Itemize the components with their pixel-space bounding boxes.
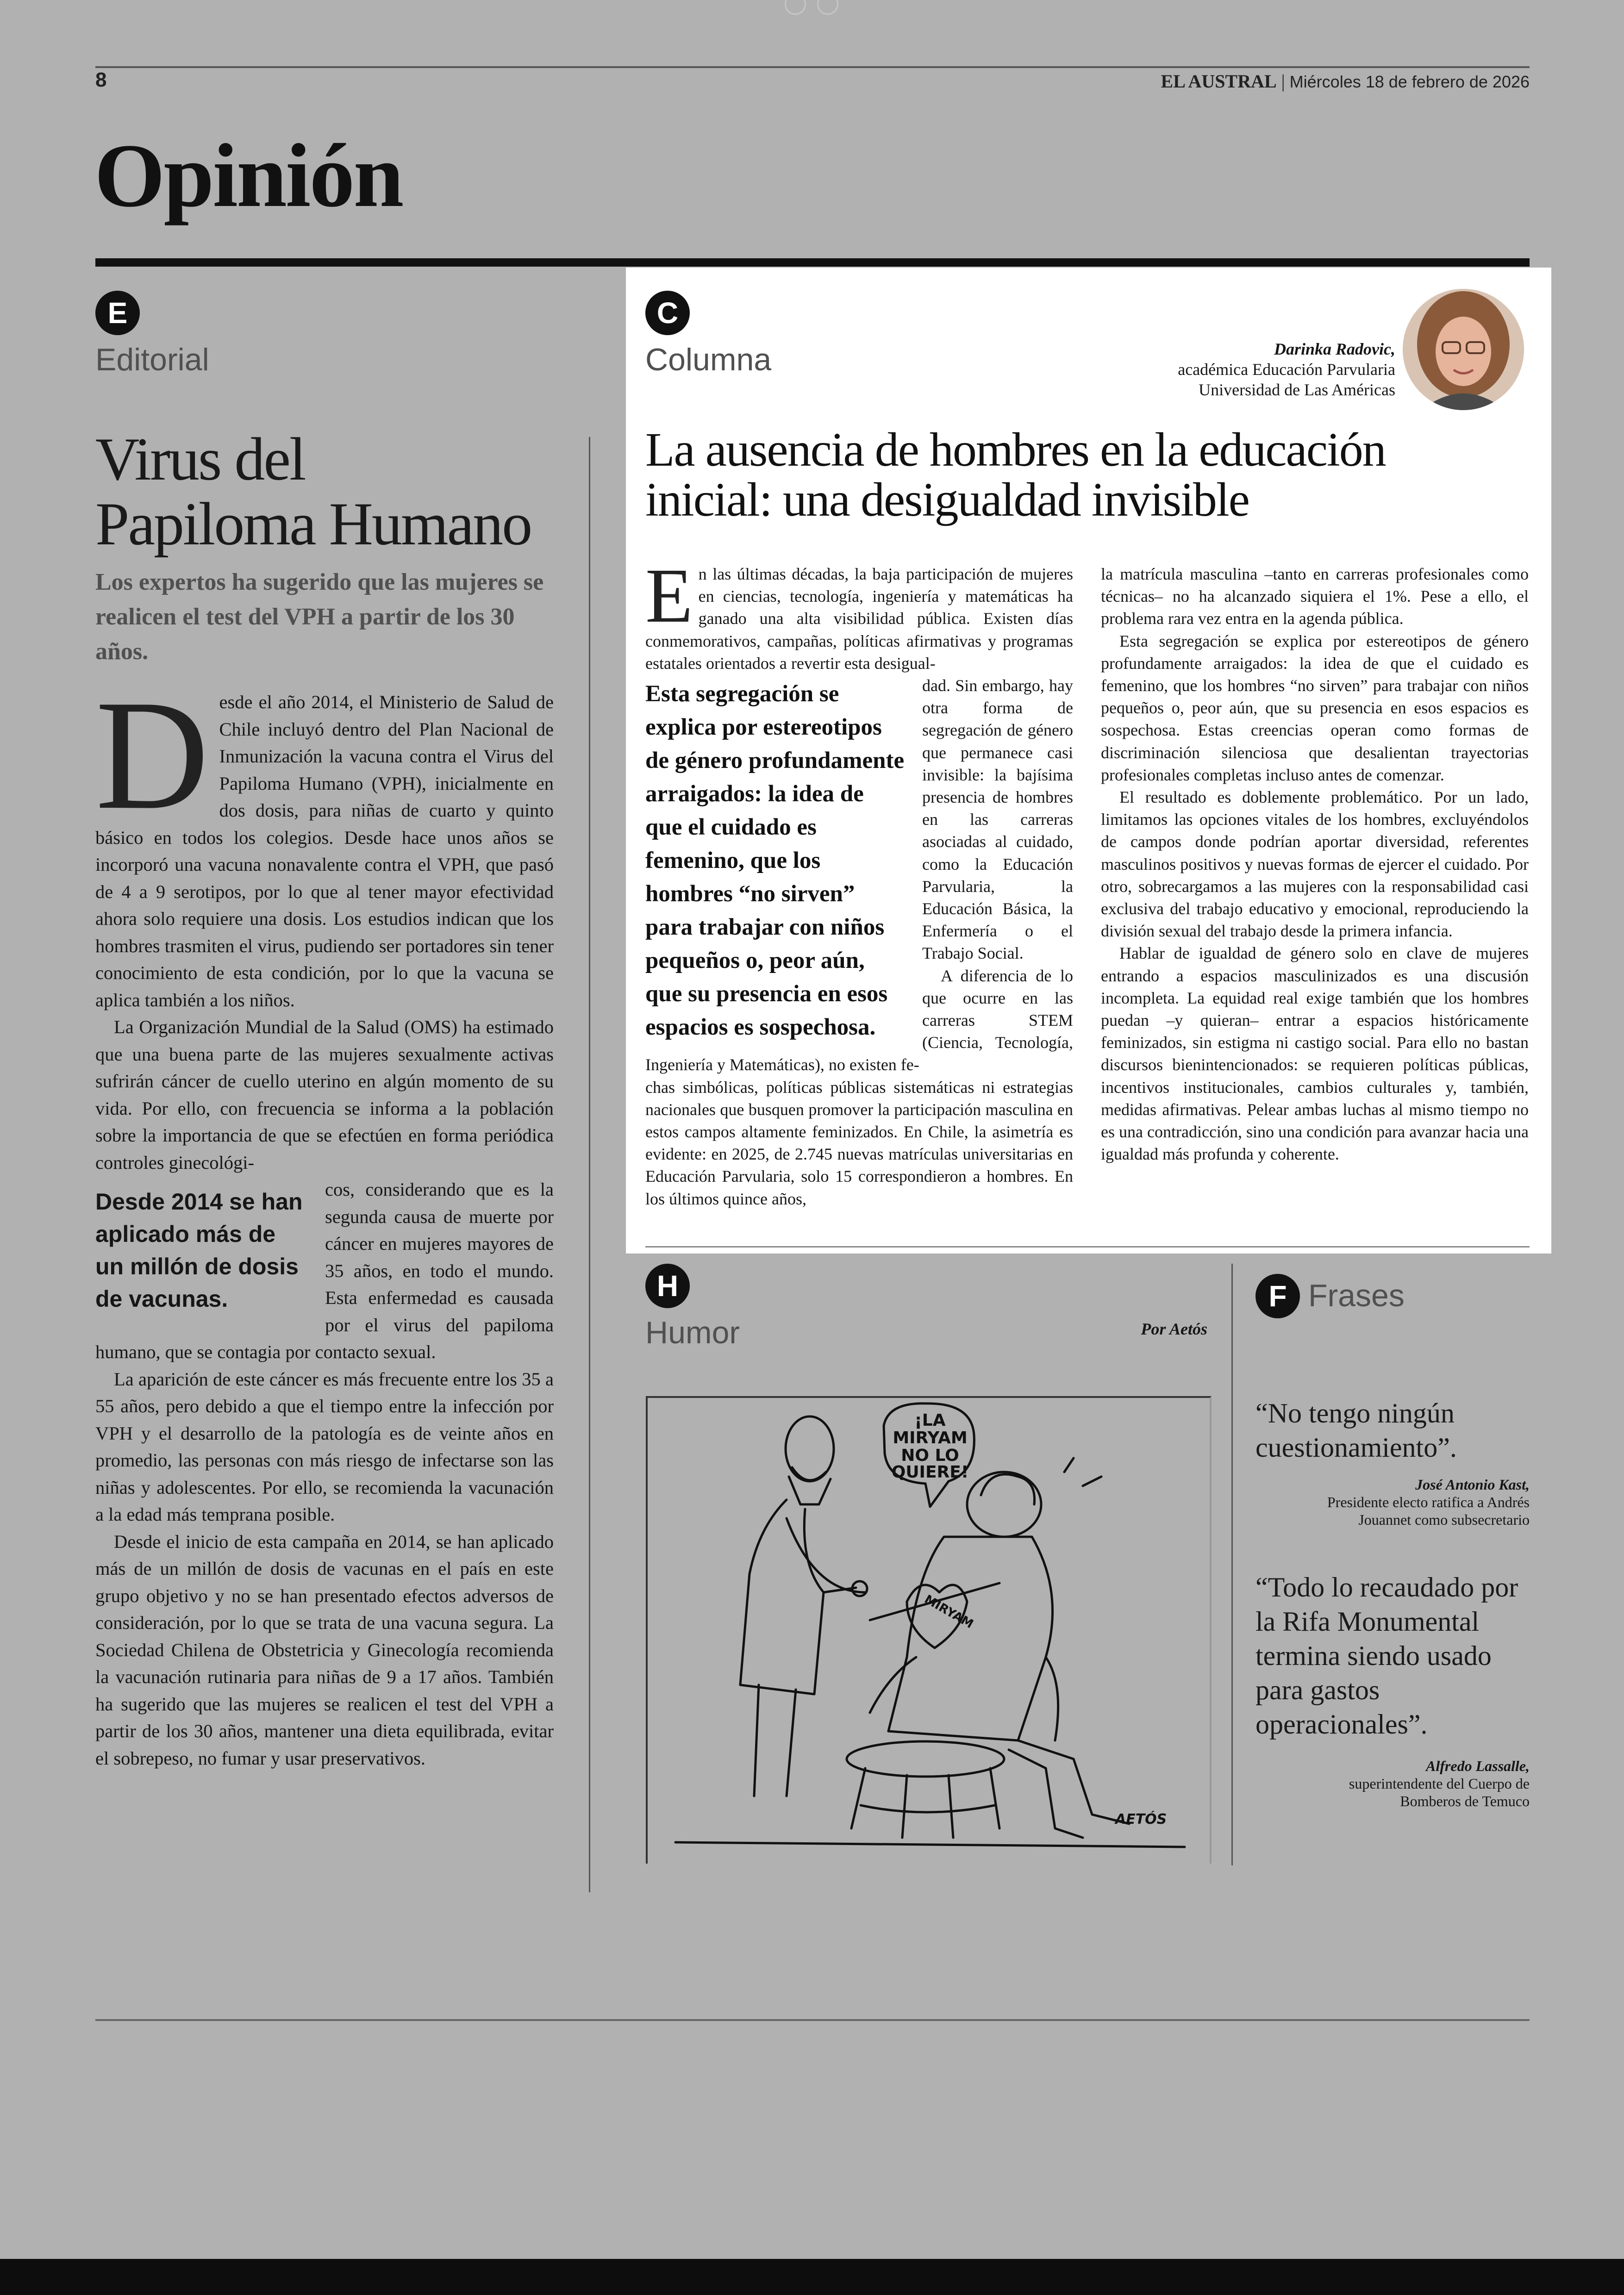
heart-text: MIRYAM — [922, 1592, 976, 1632]
page-number: 8 — [95, 69, 107, 91]
editorial-body — [95, 667, 554, 1772]
editorial-divider — [589, 437, 590, 1892]
editorial-paragraph-2-cont: cos, considerando que es la segunda causa de muerte por cáncer en mujeres mayores de 35 años, en todo el mundo. Esta enfermedad es causada por el virus del papiloma humano, que se contagia por contacto sexual. — [95, 1179, 554, 1362]
column-byline — [1178, 339, 1395, 400]
editorial-title-line2: Papiloma Humano — [95, 490, 531, 558]
humor-badge: H — [645, 1264, 690, 1308]
editorial-headline — [95, 427, 577, 556]
column-paragraph-4: El resultado es doblemente problemático. Por un lado, limitamos las opciones vitales de los hombres, excluyéndolos de campos donde podrían aportar diversidad, referentes masculinos positivos y nuevas formas de ejercer el cuidado. Por otro, sobrecargamos a las mujeres con la responsabilidad casi exclusiva del trabajo educativo y emocional, reproduciendo la división sexual del trabajo desde la primera infancia. — [1101, 788, 1529, 941]
column-paragraph-2-cont: la matrícula masculina –tanto en carreras profesionales como técnicas– no ha alcanzado siquiera el 1%. Pese a ello, el problema rara vez entra en la agenda pública. — [1101, 565, 1529, 628]
editorial-label: Editorial — [95, 342, 209, 377]
editorial-pullquote: Desde 2014 se han aplicado más de un millón de dosis de vacunas. — [95, 1189, 303, 1312]
header-masthead — [1161, 70, 1530, 92]
cartoon-signature: AETÓS — [1115, 1811, 1167, 1827]
author-name: Darinka Radovic, — [1274, 340, 1395, 358]
editorial-badge: E — [95, 291, 140, 335]
column-label: Columna — [645, 342, 772, 377]
bubble-line-4: QUIERE! — [891, 1463, 969, 1482]
column-bottom-rule — [645, 1246, 1530, 1247]
column-paragraph-2-rest: chas simbólicas, políticas públicas sistemáticas ni estrategias nacionales que busquen promover la participación masculina en estos campos altamente feminizados. En Chile, la asimetría es evidente: en 2025, de 2.745 nuevas matrículas universitarias en Educación Parvularia, solo 15 correspondieron a hombres. En los últimos quince años, — [645, 1078, 1073, 1208]
footer-rule — [95, 2019, 1530, 2021]
humor-label: Humor — [645, 1315, 740, 1350]
bottom-bar — [0, 2259, 1624, 2295]
humor-credit: Por Aetós — [1141, 1320, 1207, 1338]
column-pullquote: Esta segregación se explica por estereotipos de género profundamente arraigados: la idea de que el cuidado es femenino, que los hombres “no sirven” para trabajar con niños pequeños o, peor aún, que su presencia en esos espacios es sospechosa. — [645, 681, 905, 1041]
quote-2-author: Alfredo Lassalle, — [1426, 1758, 1530, 1774]
editorial-paragraph-4: Desde el inicio de esta campaña en 2014, se han aplicado más de un millón de dosis de vacunas en el país en este grupo objetivo y no se han presentado efectos adversos de consideración, por lo que se trata de una vacuna segura. La Sociedad Chilena de Obstetricia y Ginecología recomienda la vacunación rutinaria para niñas de 9 a 17 años. También ha sugerido que las mujeres se realicen el test del VPH a partir de los 30 años, mantener una dieta equilibrada, evitar el sobrepeso, no fumar y usar preservativos. — [95, 1531, 554, 1769]
column-paragraph-1: En las últimas décadas, la baja participación de mujeres en ciencias, tecnología, ingeniería y matemáticas ha ganado una alta visibilidad pública. Existen días conmemorativos, campañas, políticas afirmativas y programas estatales orientados a revertir esta desigual- — [645, 563, 1073, 673]
publication-date: Miércoles 18 de febrero de 2026 — [1289, 72, 1530, 91]
editorial-paragraph-3: La aparición de este cáncer es más frecuente entre los 35 a 55 años, pero debido a que el tiempo entre la infección por VPH y el desarrollo de la patología es de veinte años en promedio, las personas con más riesgo de infectarse son las niñas y adolescentes. Por ello, se recomienda la vacunación a la edad más temprana posible. — [95, 1368, 554, 1525]
bubble-line-2: MIRYAM — [893, 1428, 968, 1447]
quote-block-2 — [1255, 1570, 1530, 1810]
editorial-title-line1: Virus del — [95, 425, 305, 493]
editorial-drop-cap: D — [95, 667, 209, 842]
column-body-right — [1101, 563, 1529, 1165]
quote-1-role: Presidente electo ratifica a Andrés Jouannet como subsecretario — [1327, 1494, 1530, 1528]
quote-1: “No tengo ningún cuestionamiento”. — [1255, 1398, 1457, 1463]
author-avatar — [1403, 289, 1524, 410]
column-paragraph-2: A diferencia de lo que ocurre en las carreras STEM (Ciencia, Tecnología, Ingeniería y Matemáticas), no existen fe- — [645, 966, 1073, 1074]
column-paragraph-3: Esta segregación se explica por estereotipos de género profundamente arraigados: la idea de que el cuidado es femenino, que los hombres “no sirven” para trabajar con niños pequeños o, peor aún, que su presencia en esos espacios es sospechosa. Estas creencias operan como formas de discriminación silenciosa que desalientan trayectorias profesionales completas incluso antes de comenzar. — [1101, 631, 1529, 784]
quote-block-1 — [1255, 1396, 1530, 1528]
bubble-line-3: NO LO — [901, 1446, 959, 1465]
editorial-paragraph-1: Desde el año 2014, el Ministerio de Salud de Chile incluyó dentro del Plan Nacional de Inmunización la vacuna contra el Virus del Papiloma Humano (VPH), inicialmente en dos dosis, para niñas de cuarto y quinto básico en todos los colegios. Desde hace unos años se incorporó una vacuna nonavalente contra el VPH, que pasó de 4 a 9 serotipos, por lo que al tener mayor efectividad ahora solo requiere una dosis. Los estudios indican que los hombres trasmiten el virus, pudiendo ser portadores sin tener conocimiento de esta condición, por lo que la vacuna se aplica también a los niños. — [95, 667, 554, 1010]
section-title: Opinión — [94, 125, 403, 226]
quote-2: “Todo lo recaudado por la Rifa Monumental termina siendo usado para gastos operacionales”. — [1255, 1572, 1518, 1740]
bubble-line-1: ¡LA — [914, 1411, 946, 1430]
column-drop-cap: E — [645, 563, 693, 639]
column-paragraph-1-cont: dad. Sin embargo, hay otra forma de segregación de género que permanece casi invisible: la bajísima presencia de hombres en las carreras asociadas al cuidado, como la Educación Parvularia, la Educación Básica, la Enfermería o el Trabajo Social. — [922, 676, 1073, 963]
editorial-subtitle: Los expertos ha sugerido que las mujeres se realicen el test del VPH a partir de los 30 años. — [95, 569, 544, 665]
publication-name: EL AUSTRAL — [1161, 71, 1277, 92]
section-rule — [95, 258, 1530, 267]
header-separator: | — [1281, 71, 1285, 92]
column-paragraph-5: Hablar de igualdad de género solo en clave de mujeres entrando a espacios masculinizados es una discusión incompleta. La equidad real exige también que los hombres puedan –y quieran– entrar a espacios históricamente feminizados, sin estigma ni castigo social. Para ello no bastan discursos bienintencionados: se requieren políticas públicas, incentivos institucionales, cambios culturales y, también, medidas afirmativas. Pelear ambas luchas al mismo tiempo no es una contradicción, sino una condición para avanzar hacia una igualdad más profunda y coherente. — [1101, 944, 1529, 1164]
editorial-paragraph-2: La Organización Mundial de la Salud (OMS) ha estimado que una buena parte de las mujeres sexualmente activas sufrirán cáncer de cuello uterino en algún momento de su vida. Por ello, con frecuencia se informa a la población sobre la importancia de que se efectúen en forma periódica controles ginecológi- — [95, 1017, 554, 1173]
quote-2-role: superintendente del Cuerpo de Bomberos de Temuco — [1349, 1775, 1530, 1809]
quote-2-attribution — [1255, 1757, 1530, 1810]
frases-label: Frases — [1308, 1278, 1405, 1313]
cartoon-illustration — [648, 1398, 1210, 1864]
column-badge: C — [645, 291, 690, 335]
quote-1-author: José Antonio Kast, — [1415, 1476, 1530, 1493]
cartoon-frame — [646, 1396, 1212, 1864]
frases-badge: F — [1255, 1274, 1300, 1318]
column-title-line1: La ausencia de hombres en la educación — [645, 423, 1386, 476]
column-body-left — [645, 563, 1073, 1234]
author-role: académica Educación Parvularia — [1178, 360, 1395, 379]
column-title-line2: inicial: una desigualdad invisible — [645, 473, 1249, 526]
scroll-indicator — [785, 0, 840, 14]
quote-1-attribution — [1255, 1476, 1530, 1528]
humor-divider — [1231, 1264, 1233, 1865]
column-headline — [645, 425, 1525, 525]
header-rule — [95, 66, 1530, 68]
author-org: Universidad de Las Américas — [1199, 380, 1395, 399]
